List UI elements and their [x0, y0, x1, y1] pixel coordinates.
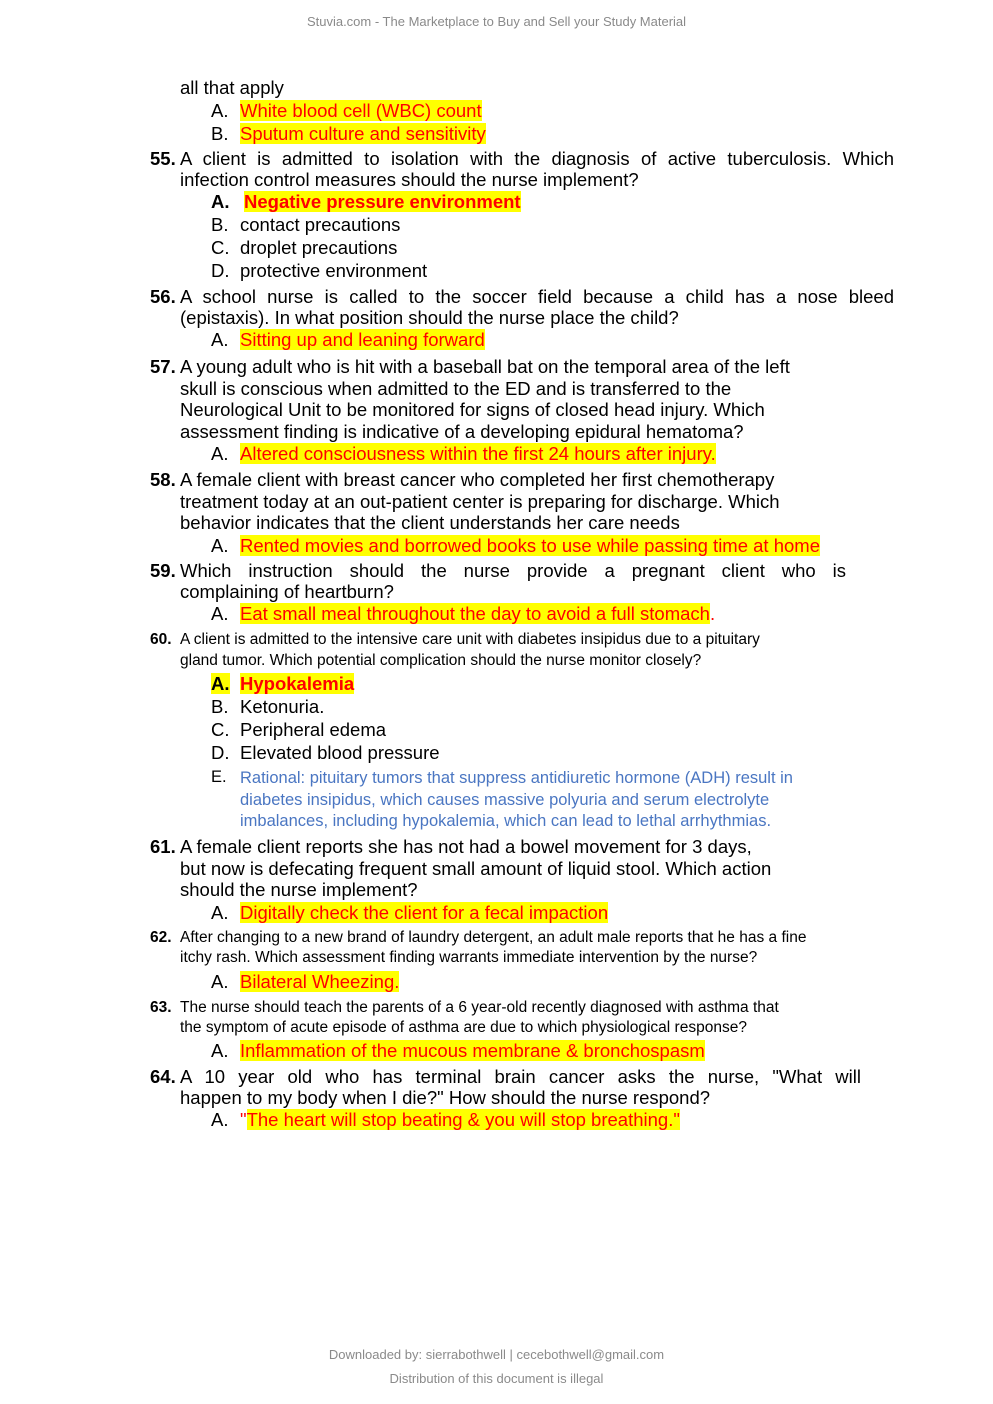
answer-highlight-tail: ent: [492, 191, 521, 212]
answer-highlight: Sputum culture and sensitivity: [240, 123, 486, 144]
question-number: 55.: [150, 148, 176, 169]
option-letter: A.: [211, 443, 229, 464]
question-text: A young adult who is hit with a baseball bat on the temporal area of the left skull is conscious when admitted to the ED and is transferred to the Neurological Unit to be monitored for signs of closed head injury. Which assessment finding is indicative of a developing epidural hematoma?: [180, 356, 790, 442]
option-letter: D.: [211, 260, 230, 281]
answer-highlight: Inflammation of the mucous membrane & bronchospasm: [240, 1040, 705, 1061]
answer-highlight: The heart will stop beating & you will stop breathing.": [246, 1109, 680, 1130]
option-letter: A.: [211, 329, 229, 350]
question-number: 57.: [150, 356, 176, 377]
rationale-text: Rational: pituitary tumors that suppress antidiuretic hormone (ADH) result in diabetes insipidus, which causes massive polyuria and serum electrolyte imbalances, including hypokalemia, which can lead to lethal arrhythmias.: [240, 769, 793, 830]
question-text: A client is admitted to isolation with the diagnosis of active tuberculosis. Which infection control measures should the nurse implement?: [180, 148, 894, 190]
option-letter: A.: [211, 1040, 229, 1061]
question-text: A 10 year old who has terminal brain cancer asks the nurse, "What will happen to my body when I die?" How should the nurse respond?: [180, 1066, 861, 1108]
trailing-period: .: [709, 603, 716, 624]
answer-open-quote: ": [240, 1109, 247, 1130]
answer-highlight: White blood cell (WBC) count: [240, 100, 482, 121]
option-letter: A.: [211, 191, 230, 212]
option-letter: D.: [211, 742, 230, 763]
question-text: A female client reports she has not had a bowel movement for 3 days, but now is defecating frequent small amount of liquid stool. Which action should the nurse implement?: [180, 836, 772, 900]
answer-highlight: Sitting up and leaning forward: [240, 329, 485, 350]
question-number: 64.: [150, 1066, 176, 1087]
question-number: 61.: [150, 836, 176, 857]
answer-highlight: Rented movies and borrowed books to use while passing time at home: [240, 535, 820, 556]
answer-highlight: Eat small meal throughout the day to avoid a full stomach: [240, 603, 710, 624]
option-letter: B.: [211, 214, 229, 235]
question-number: 59.: [150, 560, 176, 581]
option-text: contact precautions: [240, 214, 401, 235]
option-letter: C.: [211, 719, 230, 740]
option-letter: B.: [211, 696, 229, 717]
answer-highlight: Altered consciousness within the first 24 hours after injury.: [240, 443, 716, 464]
option-letter: A.: [211, 603, 229, 624]
question-continuation: all that apply: [180, 77, 284, 98]
option-text: Peripheral edema: [240, 719, 387, 740]
question-text: A female client with breast cancer who completed her first chemotherapy treatment today at an out-patient center is preparing for discharge. Which behavior indicates that the client understands her care needs: [180, 469, 780, 533]
page-header: Stuvia.com - The Marketplace to Buy and Sell your Study Material: [306, 14, 687, 29]
option-text: Ketonuria.: [240, 696, 325, 717]
option-letter: A.: [211, 1109, 229, 1130]
option-text: droplet precautions: [240, 237, 398, 258]
option-letter: A.: [211, 100, 229, 121]
option-letter: A.: [211, 673, 230, 694]
option-letter: B.: [211, 123, 229, 144]
answer-highlight: Digitally check the client for a fecal impaction: [240, 902, 609, 923]
download-notice: Downloaded by: sierrabothwell | cecebothwell@gmail.com: [328, 1347, 665, 1362]
option-letter: A.: [211, 971, 229, 992]
question-text: Which instruction should the nurse provide a pregnant client who is complaining of heartburn?: [180, 560, 846, 602]
question-text: A client is admitted to the intensive care unit with diabetes insipidus due to a pituitary gland tumor. Which potential complication should the nurse monitor closely?: [180, 631, 760, 669]
question-number: 58.: [150, 469, 176, 490]
question-number: 62.: [150, 929, 172, 946]
option-text: protective environment: [240, 260, 428, 281]
question-number: 56.: [150, 286, 176, 307]
answer-highlight: Negative pressure environm: [244, 191, 493, 212]
distribution-notice: Distribution of this document is illegal: [389, 1371, 604, 1386]
answer-highlight: Hypokalemia: [240, 673, 355, 694]
question-number: 60.: [150, 631, 172, 648]
option-letter: A.: [211, 535, 229, 556]
option-letter: A.: [211, 902, 229, 923]
answer-highlight: Bilateral Wheezing.: [240, 971, 400, 992]
option-text: Elevated blood pressure: [240, 742, 440, 763]
option-letter: C.: [211, 237, 230, 258]
question-text: After changing to a new brand of laundry detergent, an adult male reports that he has a fine itchy rash. Which assessment finding warrants immediate intervention by the nurse?: [180, 929, 807, 966]
question-text: A school nurse is called to the soccer field because a child has a nose bleed (epistaxis). In what position should the nurse place the child?: [180, 286, 894, 328]
question-text: The nurse should teach the parents of a 6 year-old recently diagnosed with asthma that the symptom of acute episode of asthma are due to which physiological response?: [180, 999, 779, 1036]
question-number: 63.: [150, 999, 172, 1016]
option-letter: E.: [211, 768, 227, 786]
